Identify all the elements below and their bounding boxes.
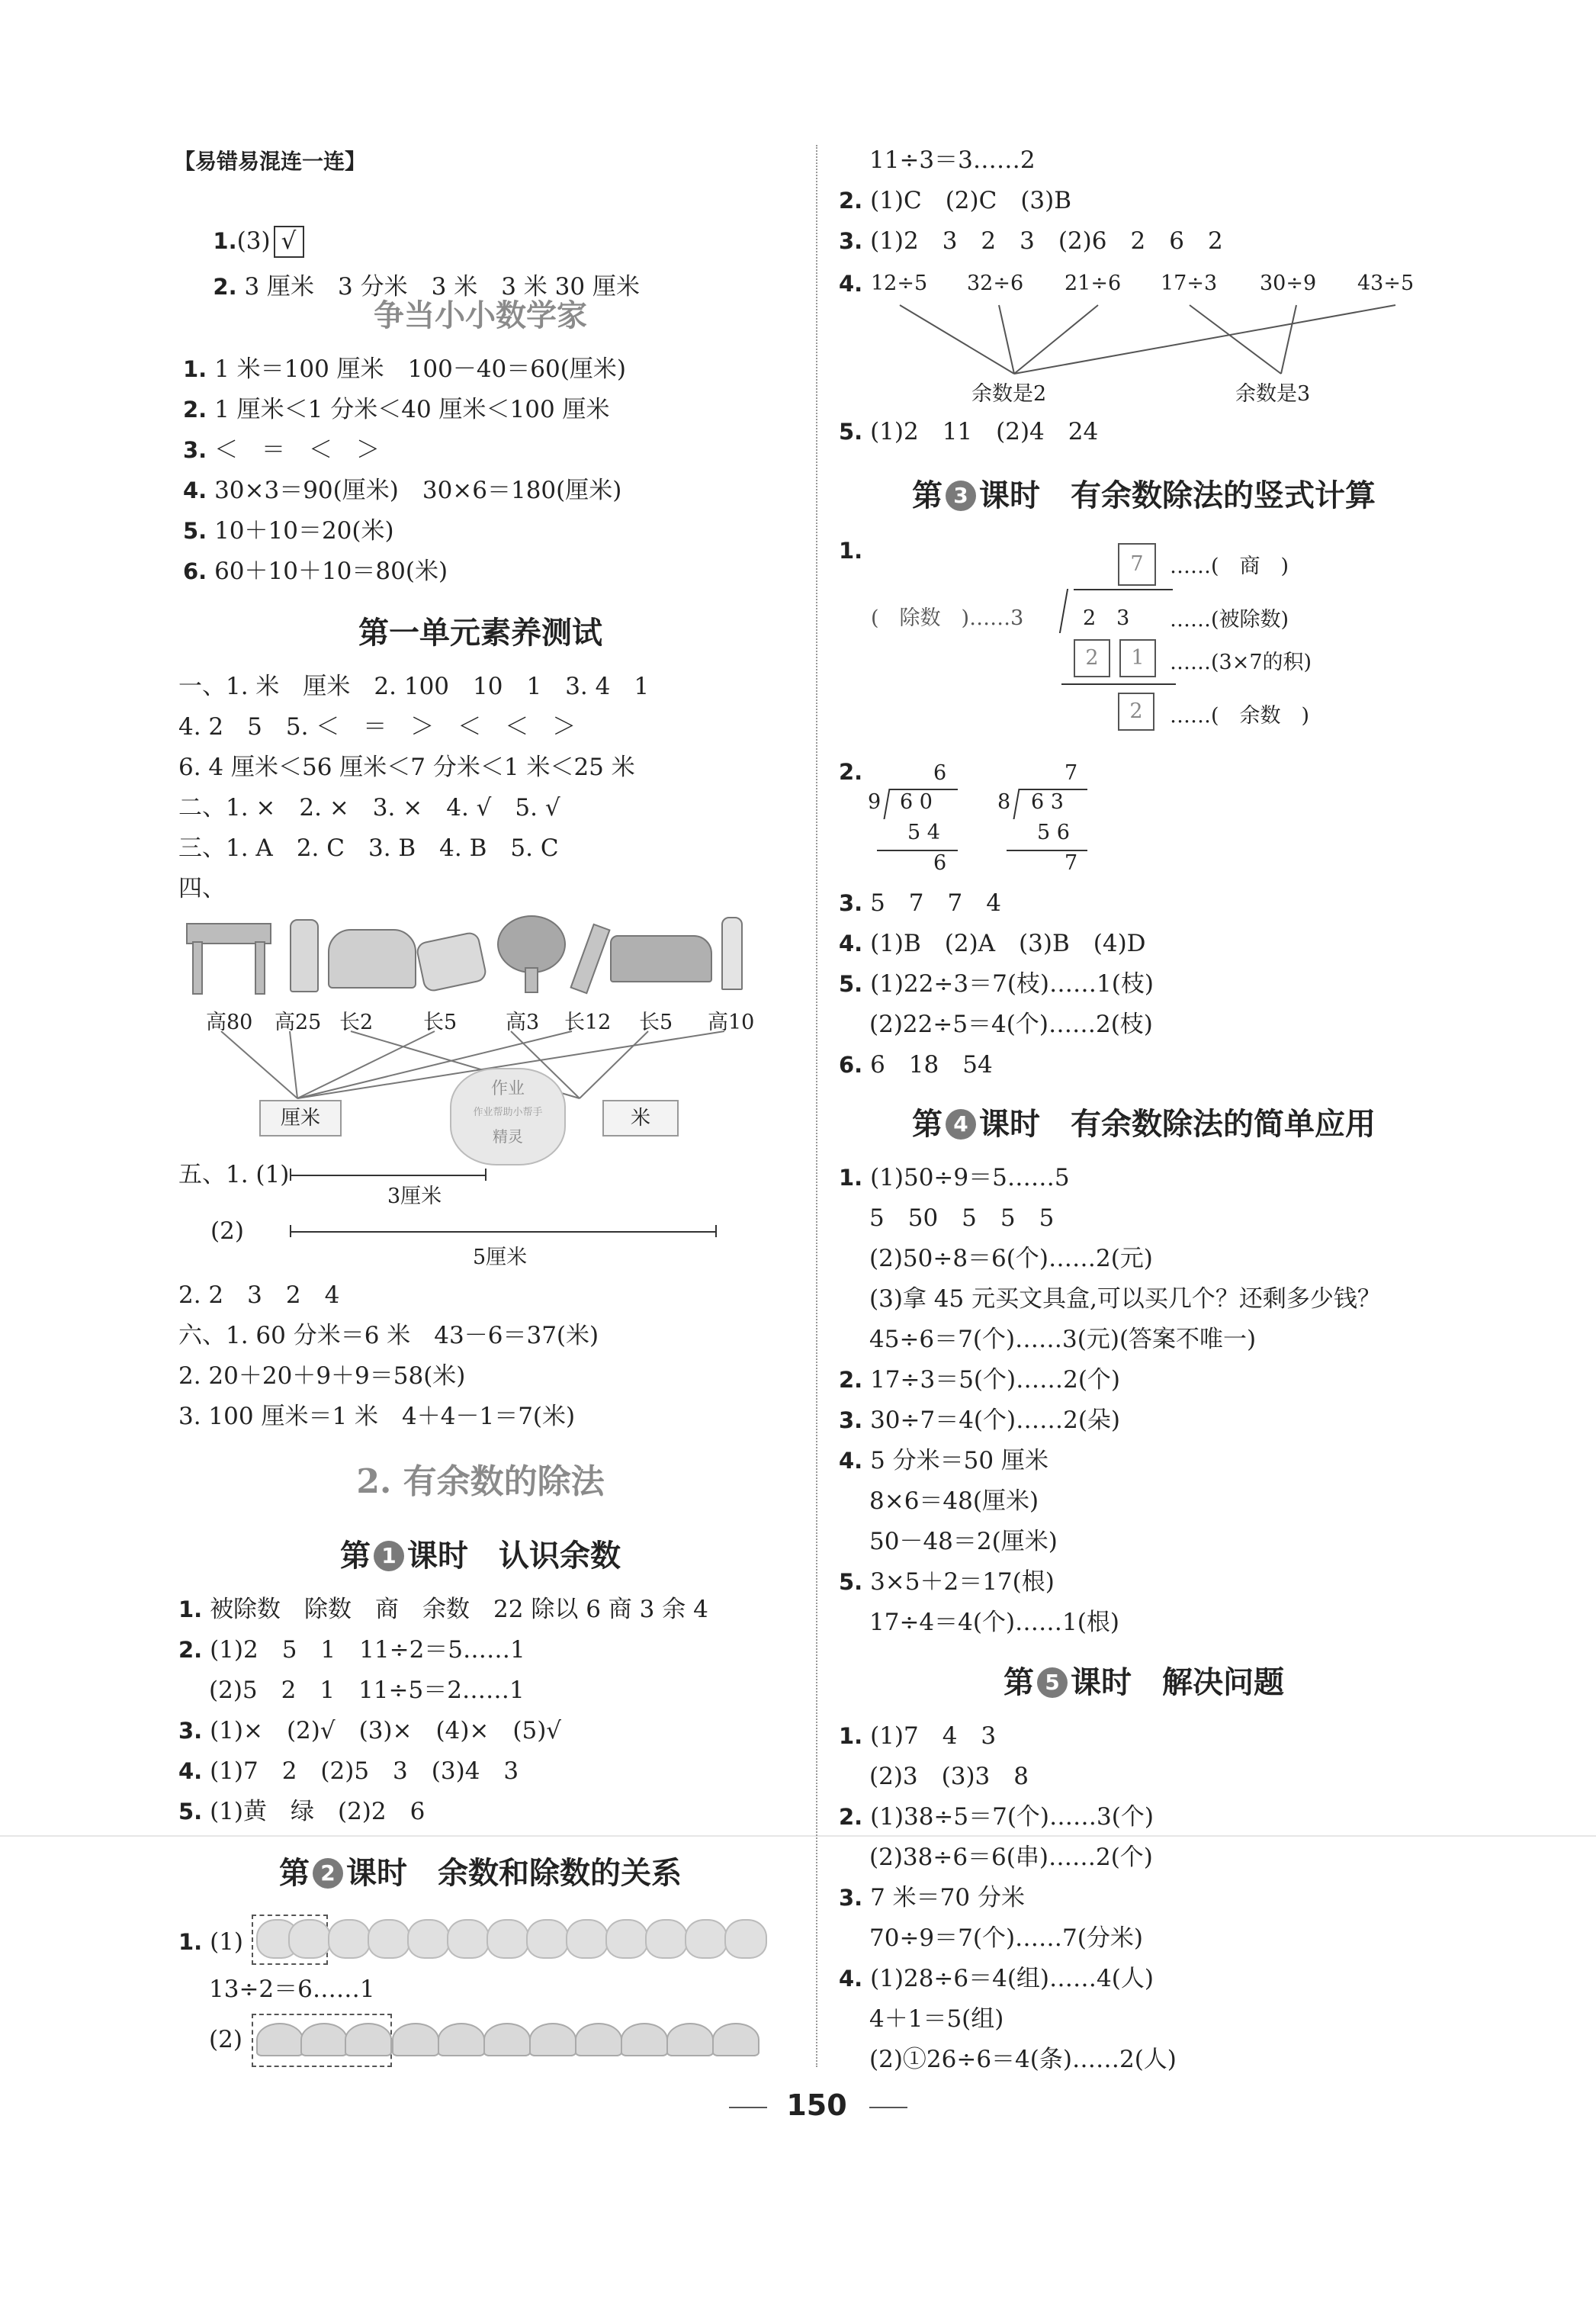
answer-text: 1 厘米＜1 分米＜40 厘米＜100 厘米 [214, 396, 610, 423]
answer-line [869, 2002, 1004, 2036]
answer-text: 17÷3＝5(个)……2(个) [870, 1366, 1121, 1394]
dividend: 6 3 [1031, 790, 1064, 814]
mixed-header: 【易错易混连一连】 [174, 149, 367, 174]
segment-tick [485, 1169, 487, 1181]
answer-line [869, 2043, 1177, 2076]
q-num-text: 2. [839, 759, 863, 785]
object-label: 长5 [639, 1011, 673, 1034]
eraser-illustration [415, 931, 488, 993]
unit-box-cm: 厘米 [259, 1100, 342, 1137]
division-expr: 21÷6 [1065, 272, 1122, 295]
page-number-rule [869, 2107, 907, 2108]
remainder: 7 [1065, 851, 1078, 875]
segment-label: 3厘米 [387, 1185, 442, 1208]
object-label: 高80 [206, 1011, 253, 1034]
pear-illustration [328, 1919, 371, 1959]
answer-text: (2)3 (3)3 8 [869, 1763, 1029, 1790]
answer-text: (3)拿 45 元买文具盒,可以买几个？还剩多少钱？ [869, 1285, 1381, 1313]
division-expr: 17÷3 [1161, 272, 1218, 295]
division-expr: 43÷5 [1357, 272, 1415, 295]
q-num: 3. [839, 228, 863, 254]
q-num: 4. [839, 1448, 863, 1474]
object-label: 高10 [708, 1011, 755, 1034]
division-expr: 32÷6 [967, 272, 1024, 295]
quotient: 6 [933, 761, 947, 785]
q-num: 5. [839, 419, 863, 445]
quotient-box: 7 [1118, 543, 1156, 586]
answer-line [183, 514, 394, 548]
q-num: 5. [183, 518, 207, 544]
answer-line: 2. 2 3 2 4 [178, 1281, 340, 1309]
q-num [839, 534, 862, 567]
q-num: 2. [178, 1637, 203, 1663]
answer-text: (1)22÷3＝7(枝)……1(枝) [870, 970, 1154, 998]
q-num [839, 267, 862, 301]
division-bracket [883, 789, 890, 819]
answer-line [178, 1633, 525, 1667]
q-num: 6. [183, 558, 207, 584]
lesson-title-5 [839, 1658, 1449, 1702]
answer-text: (1)38÷5＝7(个)……3(个) [870, 1803, 1154, 1831]
lesson-prefix: 第 [912, 477, 943, 513]
answer-line: 四、 [178, 875, 226, 902]
lesson-prefix: 第 [340, 1538, 371, 1574]
answer-line [869, 1484, 1039, 1518]
answer-line: 三、1. A 2. C 3. B 4. B 5. C [178, 834, 559, 862]
answer-line [839, 1048, 993, 1082]
q-num: 4. [839, 931, 863, 956]
answer-line [183, 352, 626, 386]
object-label: 高25 [275, 1011, 322, 1034]
section-title-expert: 争当小小数学家 [374, 297, 587, 333]
pear-illustration [645, 1919, 688, 1959]
q-num: 3. [178, 1718, 203, 1744]
divisor: 9 [868, 790, 881, 814]
remainder: 6 [933, 851, 947, 875]
remainder-box: 2 [1118, 693, 1154, 731]
q-num: 5. [178, 1799, 203, 1825]
answer-line: 13÷2＝6……1 [209, 1976, 375, 2003]
answer-line [869, 1323, 1256, 1356]
answer-line [178, 1754, 519, 1788]
answer-line: 4. 2 5 5. ＜ ＝ ＞ ＜ ＜ ＞ [178, 713, 576, 741]
sub-label: (2) [209, 2026, 242, 2053]
bun-illustration [575, 2023, 622, 2056]
q-num: 2. [839, 188, 863, 214]
answer-line [869, 1282, 1381, 1316]
lesson-number-badge: 2 [313, 1858, 343, 1889]
answer-text: ＜ ＝ ＜ ＞ [214, 436, 381, 464]
answer-text: (1)7 2 (2)5 3 (3)4 3 [210, 1757, 519, 1785]
answer-line: 六、1. 60 分米＝6 米 43－6＝37(米) [178, 1322, 599, 1349]
answer-text: 被除数 除数 商 余数 22 除以 6 商 3 余 4 [210, 1596, 708, 1623]
lesson-title-1 [183, 1532, 778, 1575]
stamp-text: 作业 [490, 1079, 525, 1098]
segment-tick [715, 1225, 717, 1237]
divisor: 8 [997, 790, 1011, 814]
bun-illustration [256, 2023, 303, 2056]
answer-line [183, 555, 448, 588]
answer-line [178, 1593, 708, 1626]
page-number-rule [729, 2107, 767, 2108]
division-expr: 30÷9 [1260, 272, 1317, 295]
lesson-prefix: 第 [1004, 1664, 1034, 1700]
lesson-number-badge: 3 [946, 481, 976, 511]
answer-line: 11÷3＝3……2 [869, 146, 1036, 174]
dividend: 6 0 [900, 790, 933, 814]
answer-line [869, 1525, 1058, 1558]
lesson-number-badge: 5 [1037, 1667, 1068, 1698]
column-divider [816, 145, 817, 2067]
bun-illustration [712, 2023, 759, 2056]
answer-line [839, 1565, 1055, 1599]
five-2-label: (2) [210, 1217, 244, 1245]
answer-line [178, 1714, 561, 1747]
mixed-1-text: (3) [236, 227, 271, 255]
answer-line [839, 927, 1146, 960]
answer-text: (2)5 2 1 11÷5＝2……1 [209, 1677, 525, 1704]
division-bracket [1013, 789, 1020, 819]
q-num: 1. [178, 1929, 203, 1955]
check-box: √ [274, 226, 304, 258]
segment-5cm [290, 1231, 717, 1233]
dividend: 2 3 [1083, 606, 1130, 630]
tree-illustration [497, 915, 566, 973]
q-num: 2. [839, 1804, 863, 1830]
answer-text: 5 50 5 5 5 [869, 1204, 1055, 1232]
pear-illustration [288, 1919, 331, 1959]
q-num: 3. [839, 890, 863, 916]
answer-text: (1)C (2)C (3)B [870, 187, 1072, 214]
answer-text: 50－48＝2(厘米) [869, 1528, 1058, 1555]
segment-3cm [290, 1175, 487, 1176]
answer-text: (2)38÷6＝6(串)……2(个) [869, 1844, 1153, 1871]
q-num: 1. [183, 356, 207, 382]
unit-box-m: 米 [602, 1100, 679, 1137]
bun-illustration [438, 2023, 485, 2056]
lesson-title-3 [839, 471, 1449, 515]
bun-illustration [666, 2023, 714, 2056]
lesson-title-4 [839, 1100, 1449, 1143]
object-label: 长12 [564, 1011, 612, 1034]
answer-text: (2)①26÷6＝4(条)……2(人) [869, 2046, 1177, 2073]
q-num: 2. [839, 1367, 863, 1393]
answer-line [839, 224, 1223, 258]
dividend-label: ……(被除数) [1170, 608, 1289, 632]
answer-text: (1)2 3 2 3 (2)6 2 6 2 [870, 227, 1223, 255]
q-num: 5. [839, 1569, 863, 1595]
answer-line [869, 1760, 1029, 1793]
product: 5 6 [1037, 821, 1070, 844]
answer-line [869, 1242, 1153, 1275]
answer-text: (1)2 11 (2)4 24 [870, 418, 1099, 445]
q-num: 2. [183, 397, 207, 423]
answer-line [183, 433, 380, 467]
answer-text: 5 7 7 4 [870, 889, 1001, 917]
answer-text: (2)22÷5＝4(个)……2(枝) [869, 1011, 1153, 1038]
answer-line [839, 967, 1154, 1001]
answer-line [839, 1881, 1025, 1915]
answer-line [183, 393, 610, 426]
division-bracket [1059, 589, 1068, 633]
pear-illustration [605, 1919, 648, 1959]
answer-text: 4＋1＝5(组) [869, 2005, 1004, 2033]
answer-line [839, 1719, 996, 1753]
q-num: 3. [839, 1885, 863, 1911]
object-label: 高3 [506, 1011, 540, 1034]
q-num: 3. [183, 437, 207, 463]
object-label: 长5 [423, 1011, 458, 1034]
bun-illustration [300, 2023, 348, 2056]
segment-label: 5厘米 [473, 1246, 528, 1269]
q-num: 6. [839, 1052, 863, 1078]
answer-text: 30÷7＝4(个)……2(朵) [870, 1407, 1121, 1434]
q-num-text: 1. [839, 538, 863, 564]
answer-line [839, 1363, 1120, 1397]
q-num: 1. [213, 228, 237, 254]
answer-line [839, 886, 1001, 920]
bun-illustration [621, 2023, 668, 2056]
q-num: 2. [213, 274, 237, 300]
quotient: 7 [1065, 761, 1078, 785]
answer-line [839, 184, 1071, 217]
section-title-unit-test: 第一单元素养测试 [358, 615, 602, 651]
answer-text: 3×5＋2＝17(根) [870, 1568, 1055, 1596]
pear-illustration [685, 1919, 727, 1959]
bed-illustration [328, 929, 416, 989]
lesson-name: 课时 解决问题 [1071, 1664, 1284, 1700]
answer-line: 一、1. 米 厘米 2. 100 10 1 3. 4 1 [178, 673, 650, 700]
quotient-label: ……( 商 ) [1170, 555, 1289, 578]
answer-line [839, 415, 1098, 449]
pear-illustration [487, 1919, 529, 1959]
bun-illustration [529, 2023, 576, 2056]
bun-illustration [392, 2023, 439, 2056]
lesson-name: 课时 认识余数 [407, 1538, 621, 1574]
remainder-lines [869, 304, 1434, 383]
truck-illustration [610, 935, 712, 982]
product-label: ……(3×7的积) [1170, 651, 1312, 674]
pear-illustration [526, 1919, 569, 1959]
bun-illustration [345, 2023, 392, 2056]
answer-line [869, 1008, 1153, 1041]
watermark-stamp [450, 1068, 566, 1165]
q-num: 4. [183, 477, 207, 503]
answer-text: 1 米＝100 厘米 100－40＝60(厘米) [214, 355, 626, 383]
remainder-label: 余数是3 [1235, 382, 1311, 406]
pencil-illustration [570, 924, 610, 995]
bottle-illustration [290, 919, 319, 992]
answer-line [839, 1800, 1154, 1834]
answer-line: 3. 100 厘米＝1 米 4＋4－1＝7(米) [178, 1403, 576, 1430]
product: 5 4 [907, 821, 940, 844]
answer-line [869, 1201, 1054, 1235]
lesson-title-2 [183, 1849, 778, 1892]
bun-illustration [483, 2023, 531, 2056]
answer-text: (1)× (2)√ (3)× (4)× (5)√ [210, 1717, 562, 1744]
remainder-label: 余数是2 [971, 382, 1047, 406]
table-leg [192, 941, 203, 995]
lesson-prefix: 第 [279, 1855, 310, 1891]
answer-text: 8×6＝48(厘米) [869, 1487, 1039, 1515]
q-num: 4. [839, 1966, 863, 1992]
sub-label: (1) [210, 1928, 243, 1956]
chapter-title: 2. 有余数的除法 [356, 1462, 605, 1501]
answer-line [839, 1962, 1154, 1995]
answer-text: (1)黄 绿 (2)2 6 [210, 1798, 425, 1825]
answer-text: 10＋10＝20(米) [214, 517, 394, 545]
object-label: 长2 [339, 1011, 374, 1034]
q-num: 4. [178, 1758, 203, 1784]
product-box: 2 [1074, 639, 1110, 677]
scan-fold-line [0, 1835, 1596, 1837]
toothpaste-illustration [721, 917, 743, 990]
q-num: 1. [178, 1596, 203, 1622]
answer-text: (1)7 4 3 [870, 1722, 997, 1750]
answer-line: 6. 4 厘米＜56 厘米＜7 分米＜1 米＜25 米 [178, 754, 635, 781]
pear-illustration [447, 1919, 490, 1959]
lesson-number-badge: 4 [946, 1109, 976, 1140]
answer-text: (1)2 5 1 11÷2＝5……1 [210, 1636, 525, 1664]
stamp-text: 精灵 [493, 1127, 523, 1146]
division-bar [1074, 589, 1173, 590]
answer-text: 5 分米＝50 厘米 [870, 1447, 1048, 1474]
q-num: 3. [839, 1407, 863, 1433]
answer-line [869, 1606, 1119, 1639]
answer-text: (1)B (2)A (3)B (4)D [870, 930, 1146, 957]
answer-line [839, 1444, 1048, 1477]
pear-illustration [368, 1919, 410, 1959]
pear-illustration [407, 1919, 450, 1959]
mixed-2-text: 3 厘米 3 分米 3 米 3 米 30 厘米 [244, 273, 640, 301]
answer-line [178, 1925, 243, 1959]
answer-text: 30×3＝90(厘米) 30×6＝180(厘米) [214, 477, 622, 504]
answer-line [869, 1841, 1153, 1874]
answer-text: (2)50÷8＝6(个)……2(元) [869, 1245, 1153, 1272]
lesson-number-badge: 1 [374, 1541, 404, 1571]
segment-tick [290, 1169, 291, 1181]
remainder-label: ……( 余数 ) [1170, 704, 1310, 728]
segment-tick [290, 1225, 291, 1237]
answer-text: (1)50÷9＝5……5 [870, 1164, 1070, 1191]
lesson-name: 课时 余数和除数的关系 [346, 1855, 682, 1891]
subtraction-bar [1061, 683, 1176, 685]
answer-line: 二、1. × 2. × 3. × 4. √ 5. √ [178, 794, 560, 821]
pear-illustration [724, 1919, 767, 1959]
answer-text: 70÷9＝7(个)……7(分米) [869, 1924, 1143, 1952]
answer-line [839, 1403, 1120, 1437]
q-num: 1. [839, 1723, 863, 1749]
answer-text: 6 18 54 [870, 1051, 993, 1079]
answer-line [839, 1161, 1070, 1194]
answer-line [209, 1673, 525, 1707]
answer-text: (1)28÷6＝4(组)……4(人) [870, 1965, 1154, 1992]
product-box: 1 [1119, 639, 1156, 677]
pear-illustration [566, 1919, 609, 1959]
tree-trunk [525, 967, 538, 993]
q-num [839, 755, 862, 789]
answer-line [183, 474, 621, 507]
q-num: 5. [839, 971, 863, 997]
division-expr: 12÷5 [871, 272, 928, 295]
answer-text: 45÷6＝7(个)……3(元)(答案不唯一) [869, 1326, 1257, 1353]
answer-line [869, 1921, 1143, 1955]
answer-text: 60＋10＋10＝80(米) [214, 558, 448, 585]
stamp-text: 作业帮助小帮手 [473, 1107, 543, 1118]
answer-line [178, 1795, 425, 1828]
page-number: 150 [786, 2088, 847, 2122]
q-num-text: 4. [839, 271, 863, 297]
five-label: 五、1. (1) [178, 1161, 290, 1188]
lesson-name: 课时 有余数除法的竖式计算 [979, 477, 1376, 513]
q-num: 1. [839, 1165, 863, 1191]
answer-text: 7 米＝70 分米 [870, 1884, 1025, 1911]
answer-text: 17÷4＝4(个)……1(根) [869, 1609, 1119, 1636]
answer-line: 2. 20＋20＋9＋9＝58(米) [178, 1362, 466, 1390]
divisor-label: ( 除数 )……3 [871, 606, 1024, 630]
lesson-name: 课时 有余数除法的简单应用 [979, 1106, 1376, 1142]
lesson-prefix: 第 [912, 1106, 943, 1142]
table-leg [255, 941, 265, 995]
